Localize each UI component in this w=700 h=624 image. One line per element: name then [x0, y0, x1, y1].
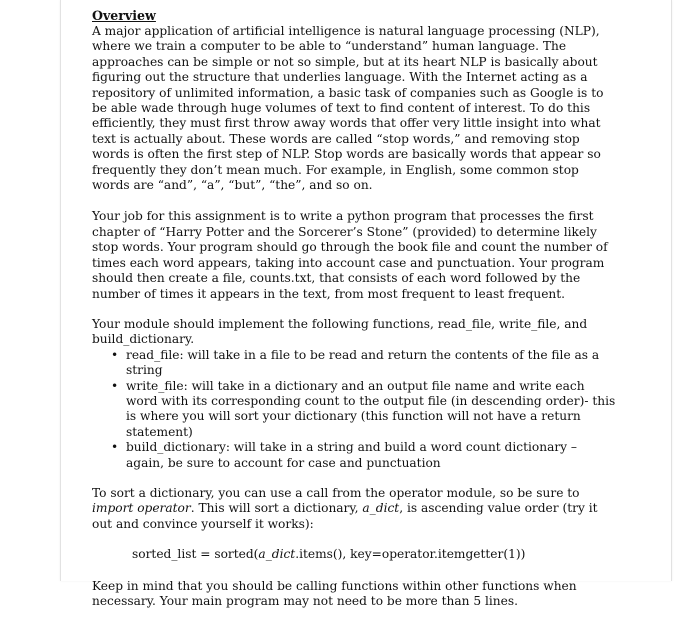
sorting-paragraph — [92, 486, 616, 532]
list-item-text: build_dictionary: will take in a string and build a word count dictionary – again, be sure to account for case and punctuation — [126, 440, 578, 470]
bullet-icon: • — [111, 378, 119, 393]
document-body — [92, 8, 616, 624]
overview-paragraph: A major application of artificial intelligence is natural language processing (NLP), where we train a computer to be able to “understand” human language. The approaches can be simple or not so simple, but at its heart NLP is basically about figuring out the structure that underlies language. With the Internet acting as a repository of unlimited information, a basic task of companies such as Google is to be able wade through huge volumes of text to find content of interest. To do this efficiently, they must first throw away words that offer very little insight into what text is actually about. These words are called “stop words,” and removing stop words is often the first step of NLP. Stop words are basically words that appear so frequently they don’t mean much. For example, in English, some common stop words are “and”, “a”, “but”, “the”, and so on. — [92, 24, 604, 193]
sorting-text-1: To sort a dictionary, you can use a call from the operator module, so be sure to — [92, 485, 580, 500]
section-heading: Overview — [92, 8, 156, 23]
list-item — [111, 378, 616, 441]
assignment-paragraph: Your job for this assignment is to write a python program that processes the first chapter of “Harry Potter and the Sorcerer’s Stone” (provided) to determine likely stop words. Your program should go through the book file and count the number of times each word appears, taking into account case and punctuation. Your program should then create a file, counts.txt, that consists of each word followed by the number of times it appears in the text, from most frequent to least frequent. — [92, 209, 608, 301]
bullet-icon: • — [111, 347, 119, 362]
code-example — [92, 547, 616, 562]
list-item — [111, 440, 616, 471]
function-list — [92, 348, 616, 471]
code-prefix: sorted_list = sorted( — [132, 547, 259, 562]
functions-intro-paragraph: Your module should implement the following functions, read_file, write_file, and build_dictionary. — [92, 316, 588, 347]
list-item-text: read_file: will take in a file to be read and return the contents of the file as a string — [126, 347, 600, 378]
bullet-icon: • — [111, 440, 119, 455]
list-item — [111, 347, 616, 379]
dict-name-text: a_dict — [362, 501, 400, 516]
code-italic: a_dict — [258, 547, 296, 562]
closing-paragraph: Keep in mind that you should be calling functions within other functions when necessary. Your main program may not need to be more than 5 lines. — [92, 578, 577, 608]
import-operator-text: import operator — [92, 501, 191, 516]
sorting-text-2: . This will sort a dictionary, — [190, 501, 363, 516]
list-item-text: write_file: will take in a dictionary and an output file name and write each word with its corresponding count to the output file (in descending order)- this is where you will sort your dictionary (this function will not have a return statement) — [126, 378, 616, 439]
sorting-text-3: , is ascending value order (try it out and convince yourself it works): — [92, 501, 598, 531]
code-suffix: .items(), key=operator.itemgetter(1)) — [295, 547, 526, 562]
